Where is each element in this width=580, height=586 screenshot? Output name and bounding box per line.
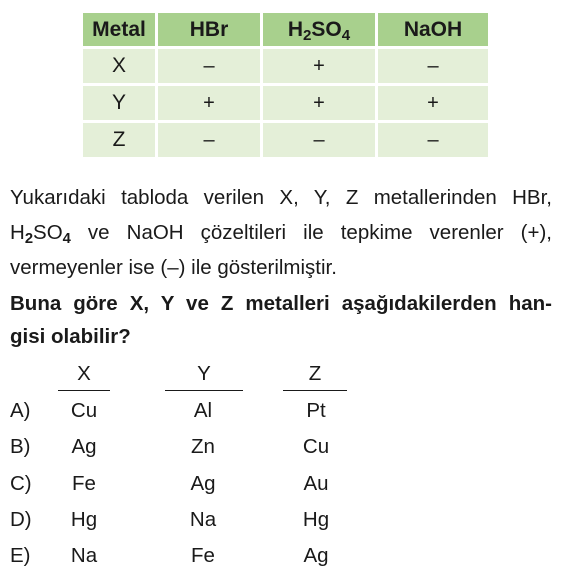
option-y-value: Na xyxy=(189,508,217,531)
options-header-y-underline xyxy=(165,390,243,391)
table-row xyxy=(83,86,488,120)
option-letter: D) xyxy=(10,508,32,531)
option-z-value: Cu xyxy=(302,435,330,458)
header-h2so4-so: SO xyxy=(311,17,342,41)
question-text xyxy=(10,287,552,353)
option-x-value: Na xyxy=(70,544,98,567)
option-letter: B) xyxy=(10,435,31,458)
reaction-table xyxy=(80,10,491,160)
option-b[interactable] xyxy=(0,435,580,465)
option-x-value: Ag xyxy=(71,435,97,458)
row-naoh: + xyxy=(378,86,488,120)
option-z-value: Ag xyxy=(303,544,329,567)
option-a[interactable] xyxy=(0,399,580,429)
header-hbr: HBr xyxy=(158,13,260,46)
row-metal: Y xyxy=(83,86,155,120)
intro-line-2 xyxy=(10,215,552,250)
options-header-y-label: Y xyxy=(197,362,211,385)
intro-so: SO xyxy=(33,221,63,244)
option-y-value: Ag xyxy=(190,472,216,495)
table-header-row xyxy=(83,13,488,46)
option-d[interactable] xyxy=(0,508,580,538)
options-header-z xyxy=(283,362,347,391)
option-z-value: Hg xyxy=(302,508,330,531)
row-hbr: – xyxy=(158,49,260,83)
row-metal: X xyxy=(83,49,155,83)
intro-h: H xyxy=(10,221,25,244)
intro-line-3: vermeyenler ise (–) ile gösterilmiştir. xyxy=(10,256,337,279)
row-metal: Z xyxy=(83,123,155,157)
option-x-value: Cu xyxy=(70,399,98,422)
option-x-value: Hg xyxy=(70,508,98,531)
option-x-value: Fe xyxy=(72,472,96,495)
row-hbr: – xyxy=(158,123,260,157)
row-hbr: + xyxy=(158,86,260,120)
intro-line-1: Yukarıdaki tabloda verilen X, Y, Z metallerinden HBr, xyxy=(10,186,552,209)
row-naoh: – xyxy=(378,49,488,83)
question-line-2: gisi olabilir? xyxy=(10,325,131,348)
options-header-x xyxy=(58,362,110,391)
header-h2so4 xyxy=(263,13,375,46)
header-naoh: NaOH xyxy=(378,13,488,46)
option-c[interactable] xyxy=(0,472,580,502)
row-naoh: – xyxy=(378,123,488,157)
options-header-x-label: X xyxy=(77,362,91,385)
table-row xyxy=(83,123,488,157)
intro-sub-2: 2 xyxy=(24,231,34,248)
answer-options xyxy=(0,362,580,586)
table-row xyxy=(83,49,488,83)
option-letter: E) xyxy=(10,544,31,567)
question-line-1: Buna göre X, Y ve Z metalleri aşağıdakilerden han- xyxy=(10,292,552,315)
option-z-value: Au xyxy=(303,472,329,495)
options-header-x-underline xyxy=(58,390,110,391)
header-metal: Metal xyxy=(83,13,155,46)
option-y-value: Zn xyxy=(191,435,215,458)
intro-paragraph xyxy=(10,180,552,285)
row-h2so4: + xyxy=(263,49,375,83)
intro-line-2-rest: ve NaOH çözeltileri ile tepkime verenler (+), xyxy=(70,221,552,244)
option-letter: C) xyxy=(10,472,32,495)
header-h2so4-sub2: 4 xyxy=(341,26,351,44)
row-h2so4: + xyxy=(263,86,375,120)
row-h2so4: – xyxy=(263,123,375,157)
option-z-value: Pt xyxy=(306,399,326,422)
option-e[interactable] xyxy=(0,544,580,574)
option-y-value: Al xyxy=(193,399,213,422)
options-header-z-label: Z xyxy=(308,362,322,385)
options-header-z-underline xyxy=(283,390,347,391)
intro-sub-4: 4 xyxy=(62,231,71,248)
header-h2so4-h: H xyxy=(287,17,303,41)
options-header-y xyxy=(165,362,243,391)
option-letter: A) xyxy=(10,399,31,422)
option-y-value: Fe xyxy=(191,544,215,567)
header-h2so4-sub1: 2 xyxy=(303,26,312,44)
